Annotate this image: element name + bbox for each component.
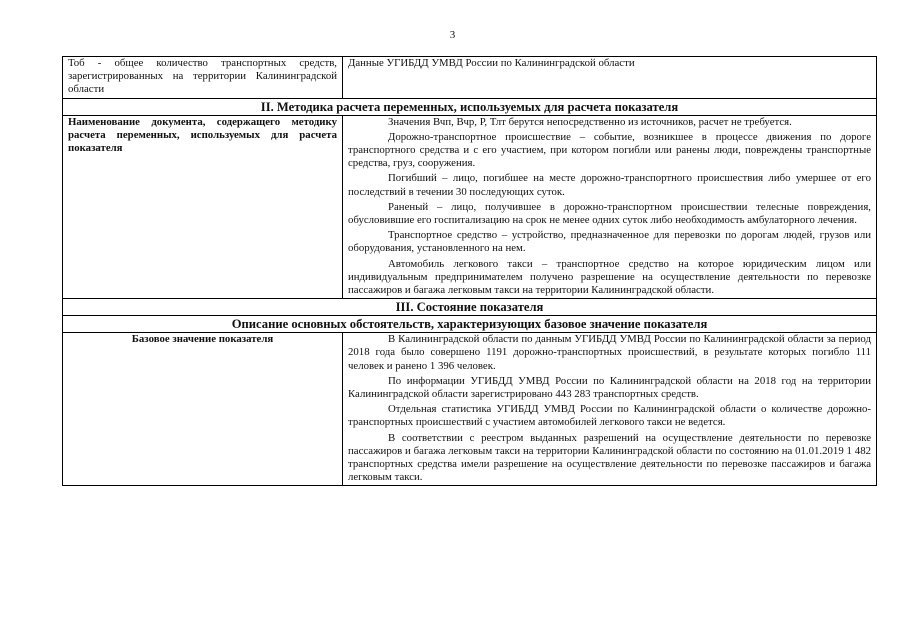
page-number: 3 xyxy=(449,29,456,41)
section-3-header-row xyxy=(63,299,877,316)
toб-source: Данные УГИБДД УМВД России по Калининградской области xyxy=(343,57,877,99)
paragraph: Отдельная статистика УГИБДД УМВД России по Калининградской области о количестве дорожно-транспортных происшествий с участием автомобилей легкового такси не ведется. xyxy=(348,403,871,429)
methodology-label: Наименование документа, содержащего методику расчета переменных, используемых для расчета показателя xyxy=(63,115,343,299)
paragraph: В соответствии с реестром выданных разрешений на осуществление деятельности по перевозке пассажиров и багажа легковым такси на территории Калининградской области по состоянию на 01.01.2019 1 482 транспортных средства имели разрешение на осуществление деятельности по перевозке пассажиров и багажа легковым такси. xyxy=(348,431,871,484)
baseline-content xyxy=(343,333,877,486)
paragraph: В Калининградской области по данным УГИБДД УМВД России по Калининградской области за период 2018 года было совершено 1191 дорожно-транспортных происшествий, в результате которых погибло 111 человек и ранено 1 396 человек. xyxy=(348,333,871,372)
paragraph: Погибший – лицо, погибшее на месте дорожно-транспортного происшествия либо умершее от его последствий в течении 30 последующих суток. xyxy=(348,172,871,198)
paragraph: По информации УГИБДД УМВД России по Калининградской области на 2018 год на территории Калининградской области зарегистрировано 443 283 транспортных средств. xyxy=(348,374,871,401)
table-row-baseline xyxy=(63,333,877,486)
table-row-toб xyxy=(63,57,877,99)
table-row-methodology xyxy=(63,115,877,299)
baseline-label: Базовое значение показателя xyxy=(63,333,343,486)
paragraph: Раненый – лицо, получившее в дорожно-транспортном происшествии телесные повреждения, обусловившие его госпитализацию на срок не менее одних суток либо необходимость амбулаторного лечения. xyxy=(348,200,871,227)
paragraph: Автомобиль легкового такси – транспортное средство на которое юридическим лицом или индивидуальным предпринимателем получено разрешение на осуществление деятельности по перевозке пассажиров и багажа легковым такси на территории Калининградской области. xyxy=(348,257,871,297)
toб-label: Тоб - общее количество транспортных средств, зарегистрированных на территории Калининградской области xyxy=(63,57,343,99)
section-3-title: III. Состояние показателя xyxy=(63,299,877,316)
paragraph: Дорожно-транспортное происшествие – событие, возникшее в процессе движения по дороге транспортного средства и с его участием, при котором погибли или ранены люди, повреждены транспортные средства, груз, сооружения. xyxy=(348,130,871,170)
paragraph: Транспортное средство – устройство, предназначенное для перевозки по дорогам людей, грузов или оборудования, установленного на нем. xyxy=(348,229,871,255)
document-table xyxy=(62,56,877,486)
section-2-title: II. Методика расчета переменных, используемых для расчета показателя xyxy=(63,98,877,115)
section-3-subheader-row xyxy=(63,316,877,333)
section-3-subtitle: Описание основных обстоятельств, характеризующих базовое значение показателя xyxy=(63,316,877,333)
paragraph: Значения Вчп, Вчр, Р, Тлт берутся непосредственно из источников, расчет не требуется. xyxy=(388,115,792,128)
methodology-content xyxy=(343,115,877,299)
section-2-header-row xyxy=(63,98,877,115)
